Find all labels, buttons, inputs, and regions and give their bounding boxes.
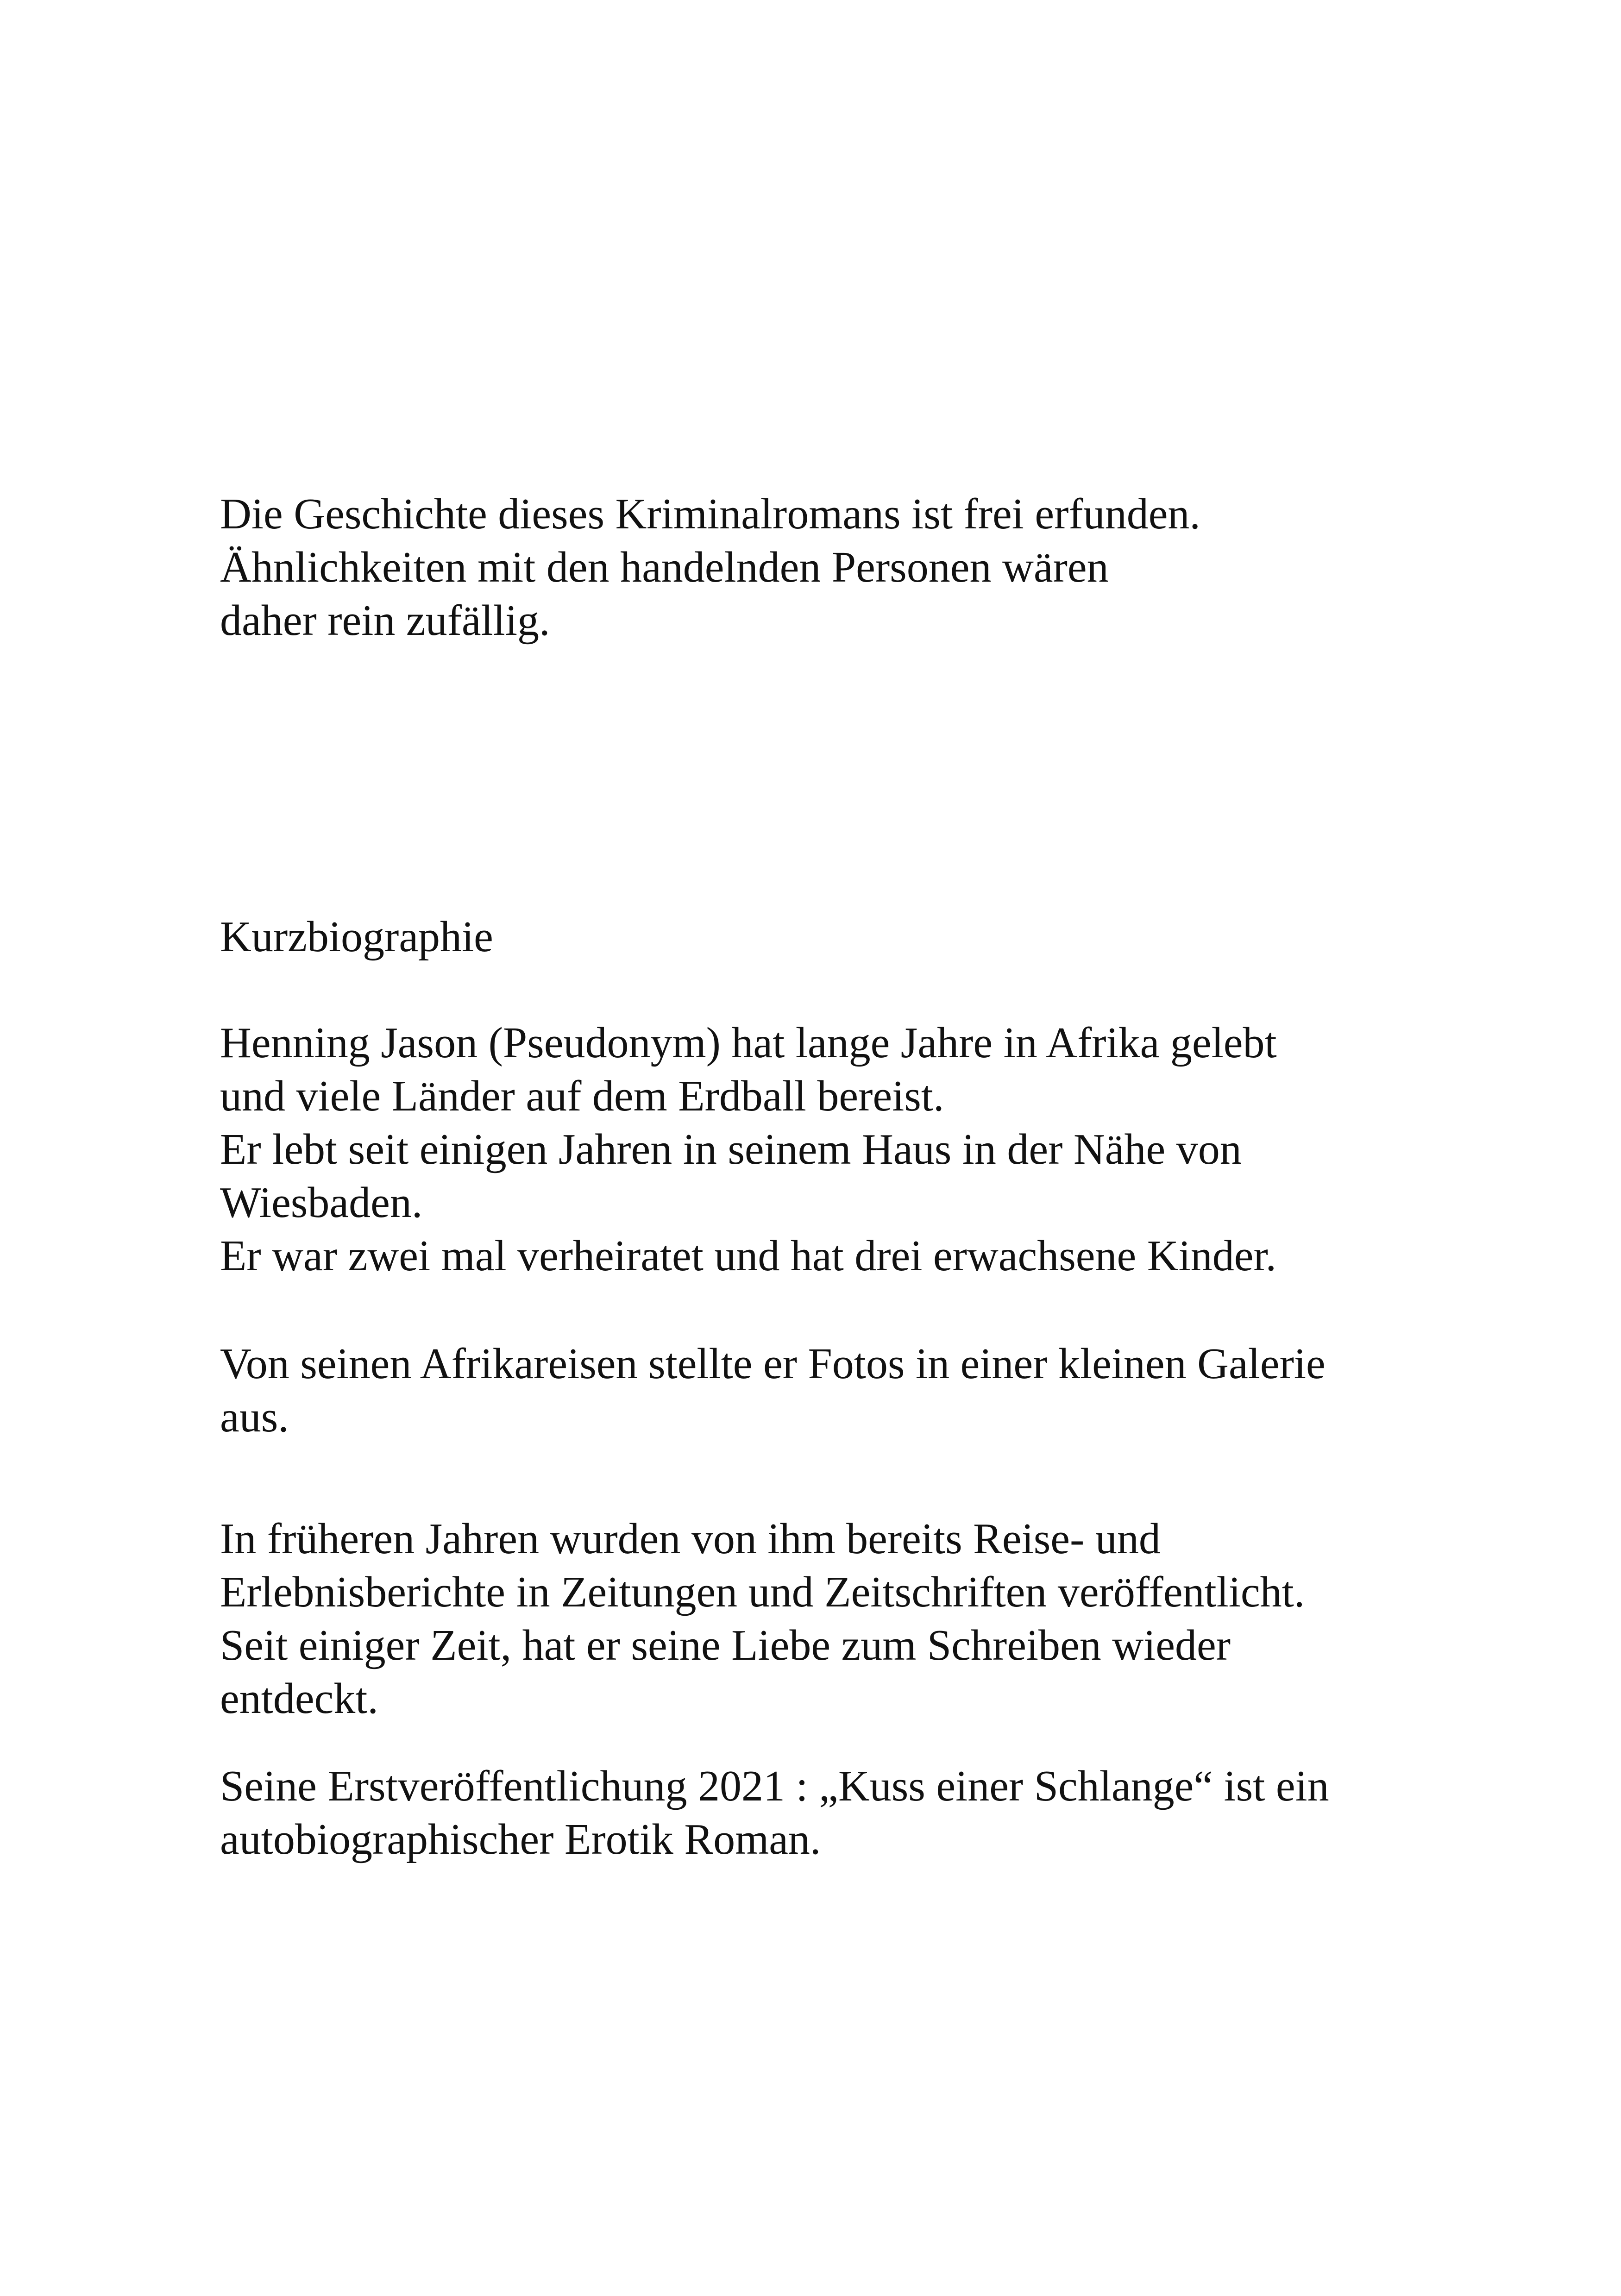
biography-line: In früheren Jahren wurden von ihm bereits Reise- und (220, 1515, 1161, 1563)
biography-paragraph (220, 1512, 1470, 1725)
biography-line: Wiesbaden. (220, 1179, 423, 1227)
disclaimer-line: daher rein zufällig. (220, 596, 550, 645)
biography-line: Henning Jason (Pseudonym) hat lange Jahre in Afrika gelebt (220, 1019, 1277, 1067)
disclaimer-paragraph (220, 488, 1470, 647)
biography-line: aus. (220, 1393, 289, 1441)
biography-heading-text: Kurzbiographie (220, 913, 493, 961)
biography-line: und viele Länder auf dem Erdball bereist. (220, 1072, 944, 1120)
biography-paragraph (220, 1337, 1470, 1444)
disclaimer-line: Die Geschichte dieses Kriminalromans ist frei erfunden. (220, 490, 1200, 538)
biography-line: Er war zwei mal verheiratet und hat drei erwachsene Kinder. (220, 1232, 1277, 1280)
biography-line: Er lebt seit einigen Jahren in seinem Haus in der Nähe von (220, 1125, 1242, 1173)
biography-heading (220, 910, 1470, 964)
biography-paragraph (220, 1760, 1470, 1866)
biography-line: Seit einiger Zeit, hat er seine Liebe zum Schreiben wieder (220, 1621, 1231, 1669)
biography-line: autobiographischer Erotik Roman. (220, 1815, 821, 1863)
biography-line: entdeckt. (220, 1675, 378, 1723)
biography-paragraph (220, 1016, 1470, 1283)
disclaimer-line: Ähnlichkeiten mit den handelnden Personen wären (220, 543, 1109, 591)
biography-line: Von seinen Afrikareisen stellte er Fotos in einer kleinen Galerie (220, 1340, 1326, 1388)
biography-line: Seine Erstveröffentlichung 2021 : „Kuss einer Schlange“ ist ein (220, 1762, 1329, 1810)
biography-line: Erlebnisberichte in Zeitungen und Zeitschriften veröffentlicht. (220, 1568, 1305, 1616)
